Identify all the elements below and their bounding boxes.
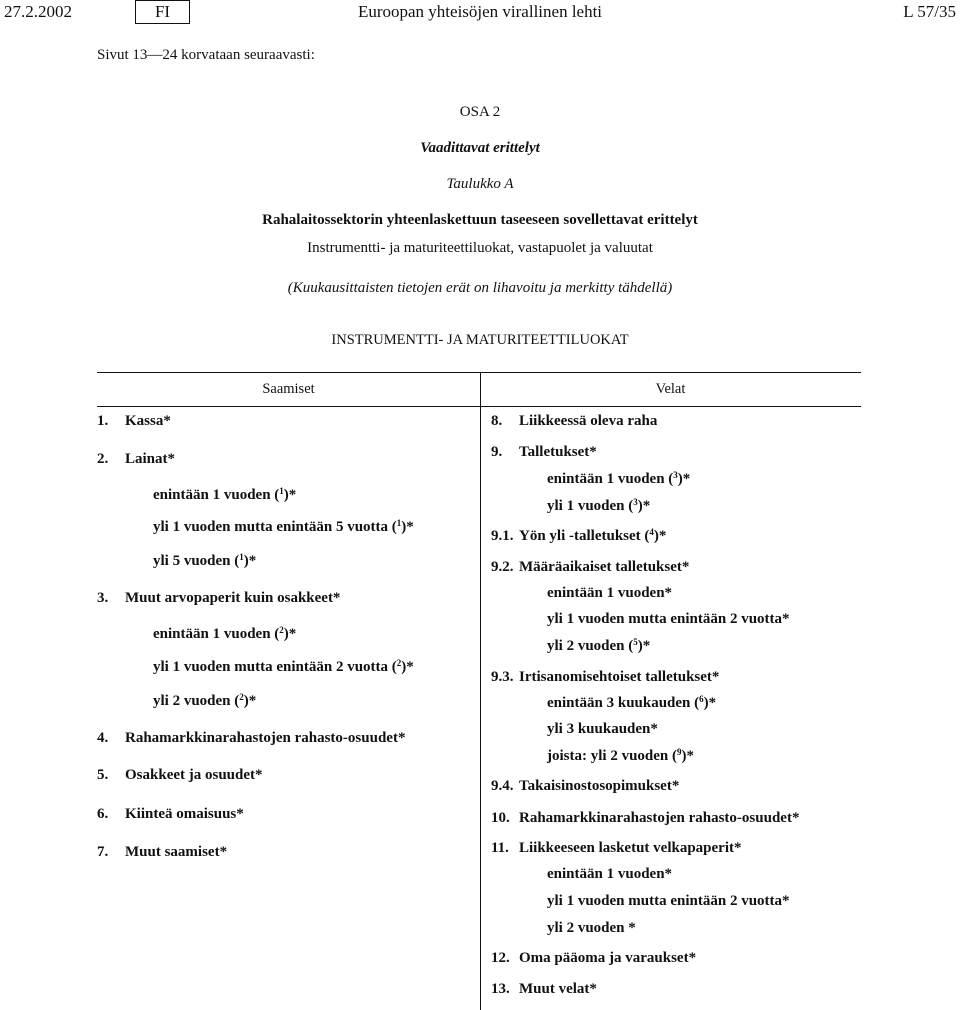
list-item: enintään 1 vuoden ($^2$)* — [153, 625, 297, 642]
list-item: enintään 1 vuoden ($^3$)* — [547, 470, 691, 487]
list-item: enintään 1 vuoden ($^1$)* — [153, 486, 297, 503]
list-item: yli 3 kuukauden* — [547, 721, 658, 737]
note-text: (Kuukausittaisten tietojen erät on lihavoitu ja merkitty tähdellä) — [287, 280, 673, 296]
list-item: 8. Liikkeessä oleva raha — [491, 413, 658, 429]
list-item: 6. Kiinteä omaisuus* — [97, 806, 244, 822]
list-item: joista: yli 2 vuoden ($^9$)* — [547, 747, 695, 764]
list-item: 3. Muut arvopaperit kuin osakkeet* — [97, 590, 341, 606]
list-item: 10. Rahamarkkinarahastojen rahasto-osuudet* — [491, 810, 800, 826]
list-item: yli 1 vuoden ($^3$)* — [547, 497, 651, 514]
list-item: 7. Muut saamiset* — [97, 844, 228, 860]
section-heading: INSTRUMENTTI- JA MATURITEETTILUOKAT — [331, 332, 629, 348]
list-item: 9.3. Irtisanomisehtoiset talletukset* — [491, 669, 720, 685]
list-item: 9.2. Määräaikaiset talletukset* — [491, 559, 690, 575]
subtitle: Vaadittavat erittelyt — [420, 140, 540, 156]
journal-title: Euroopan yhteisöjen virallinen lehti — [357, 2, 603, 21]
table-label: Taulukko A — [446, 176, 514, 192]
list-item: enintään 1 vuoden* — [547, 585, 673, 601]
list-item: yli 1 vuoden mutta enintään 2 vuotta* — [547, 893, 790, 909]
table-top-rule — [97, 372, 861, 373]
list-item: yli 5 vuoden ($^1$)* — [153, 552, 257, 569]
list-item: 4. Rahamarkkinarahastojen rahasto-osuudet* — [97, 730, 406, 746]
list-item: enintään 3 kuukauden ($^6$)* — [547, 694, 717, 711]
part-title: OSA 2 — [459, 104, 501, 120]
list-item: 11. Liikkeeseen lasketut velkapaperit* — [491, 840, 742, 856]
intro-text: Sivut 13—24 korvataan seuraavasti: — [97, 47, 315, 63]
list-item: yli 2 vuoden * — [547, 920, 636, 936]
list-item: 9.1. Yön yli -talletukset ($^4$)* — [491, 527, 667, 544]
list-item: 5. Osakkeet ja osuudet* — [97, 767, 263, 783]
header-date: 27.2.2002 — [4, 2, 72, 21]
table-subtitle: Instrumentti- ja maturiteettiluokat, vastapuolet ja valuutat — [307, 240, 653, 256]
column-header-assets: Saamiset — [262, 381, 315, 397]
list-item: 9. Talletukset* — [491, 444, 597, 460]
list-item: yli 2 vuoden ($^5$)* — [547, 637, 651, 654]
list-item: 1. Kassa* — [97, 413, 171, 429]
list-item: enintään 1 vuoden* — [547, 866, 673, 882]
table-header-rule — [97, 406, 861, 407]
language-box: FI — [135, 0, 190, 24]
list-item: 2. Lainat* — [97, 451, 176, 467]
column-divider — [480, 372, 481, 1010]
list-item: 13. Muut velat* — [491, 981, 597, 997]
page-number: L 57/35 — [903, 2, 956, 21]
column-header-liabilities: Velat — [655, 381, 686, 397]
table-title: Rahalaitossektorin yhteenlaskettuun taseeseen sovellettavat erittelyt — [262, 212, 698, 228]
list-item: yli 1 vuoden mutta enintään 2 vuotta ($^2$)* — [153, 658, 414, 675]
list-item: yli 2 vuoden ($^2$)* — [153, 692, 257, 709]
list-item: yli 1 vuoden mutta enintään 5 vuotta ($^1$)* — [153, 518, 414, 535]
list-item: 12. Oma pääoma ja varaukset* — [491, 950, 697, 966]
list-item: yli 1 vuoden mutta enintään 2 vuotta* — [547, 611, 790, 627]
list-item: 9.4. Takaisinostosopimukset* — [491, 778, 680, 794]
